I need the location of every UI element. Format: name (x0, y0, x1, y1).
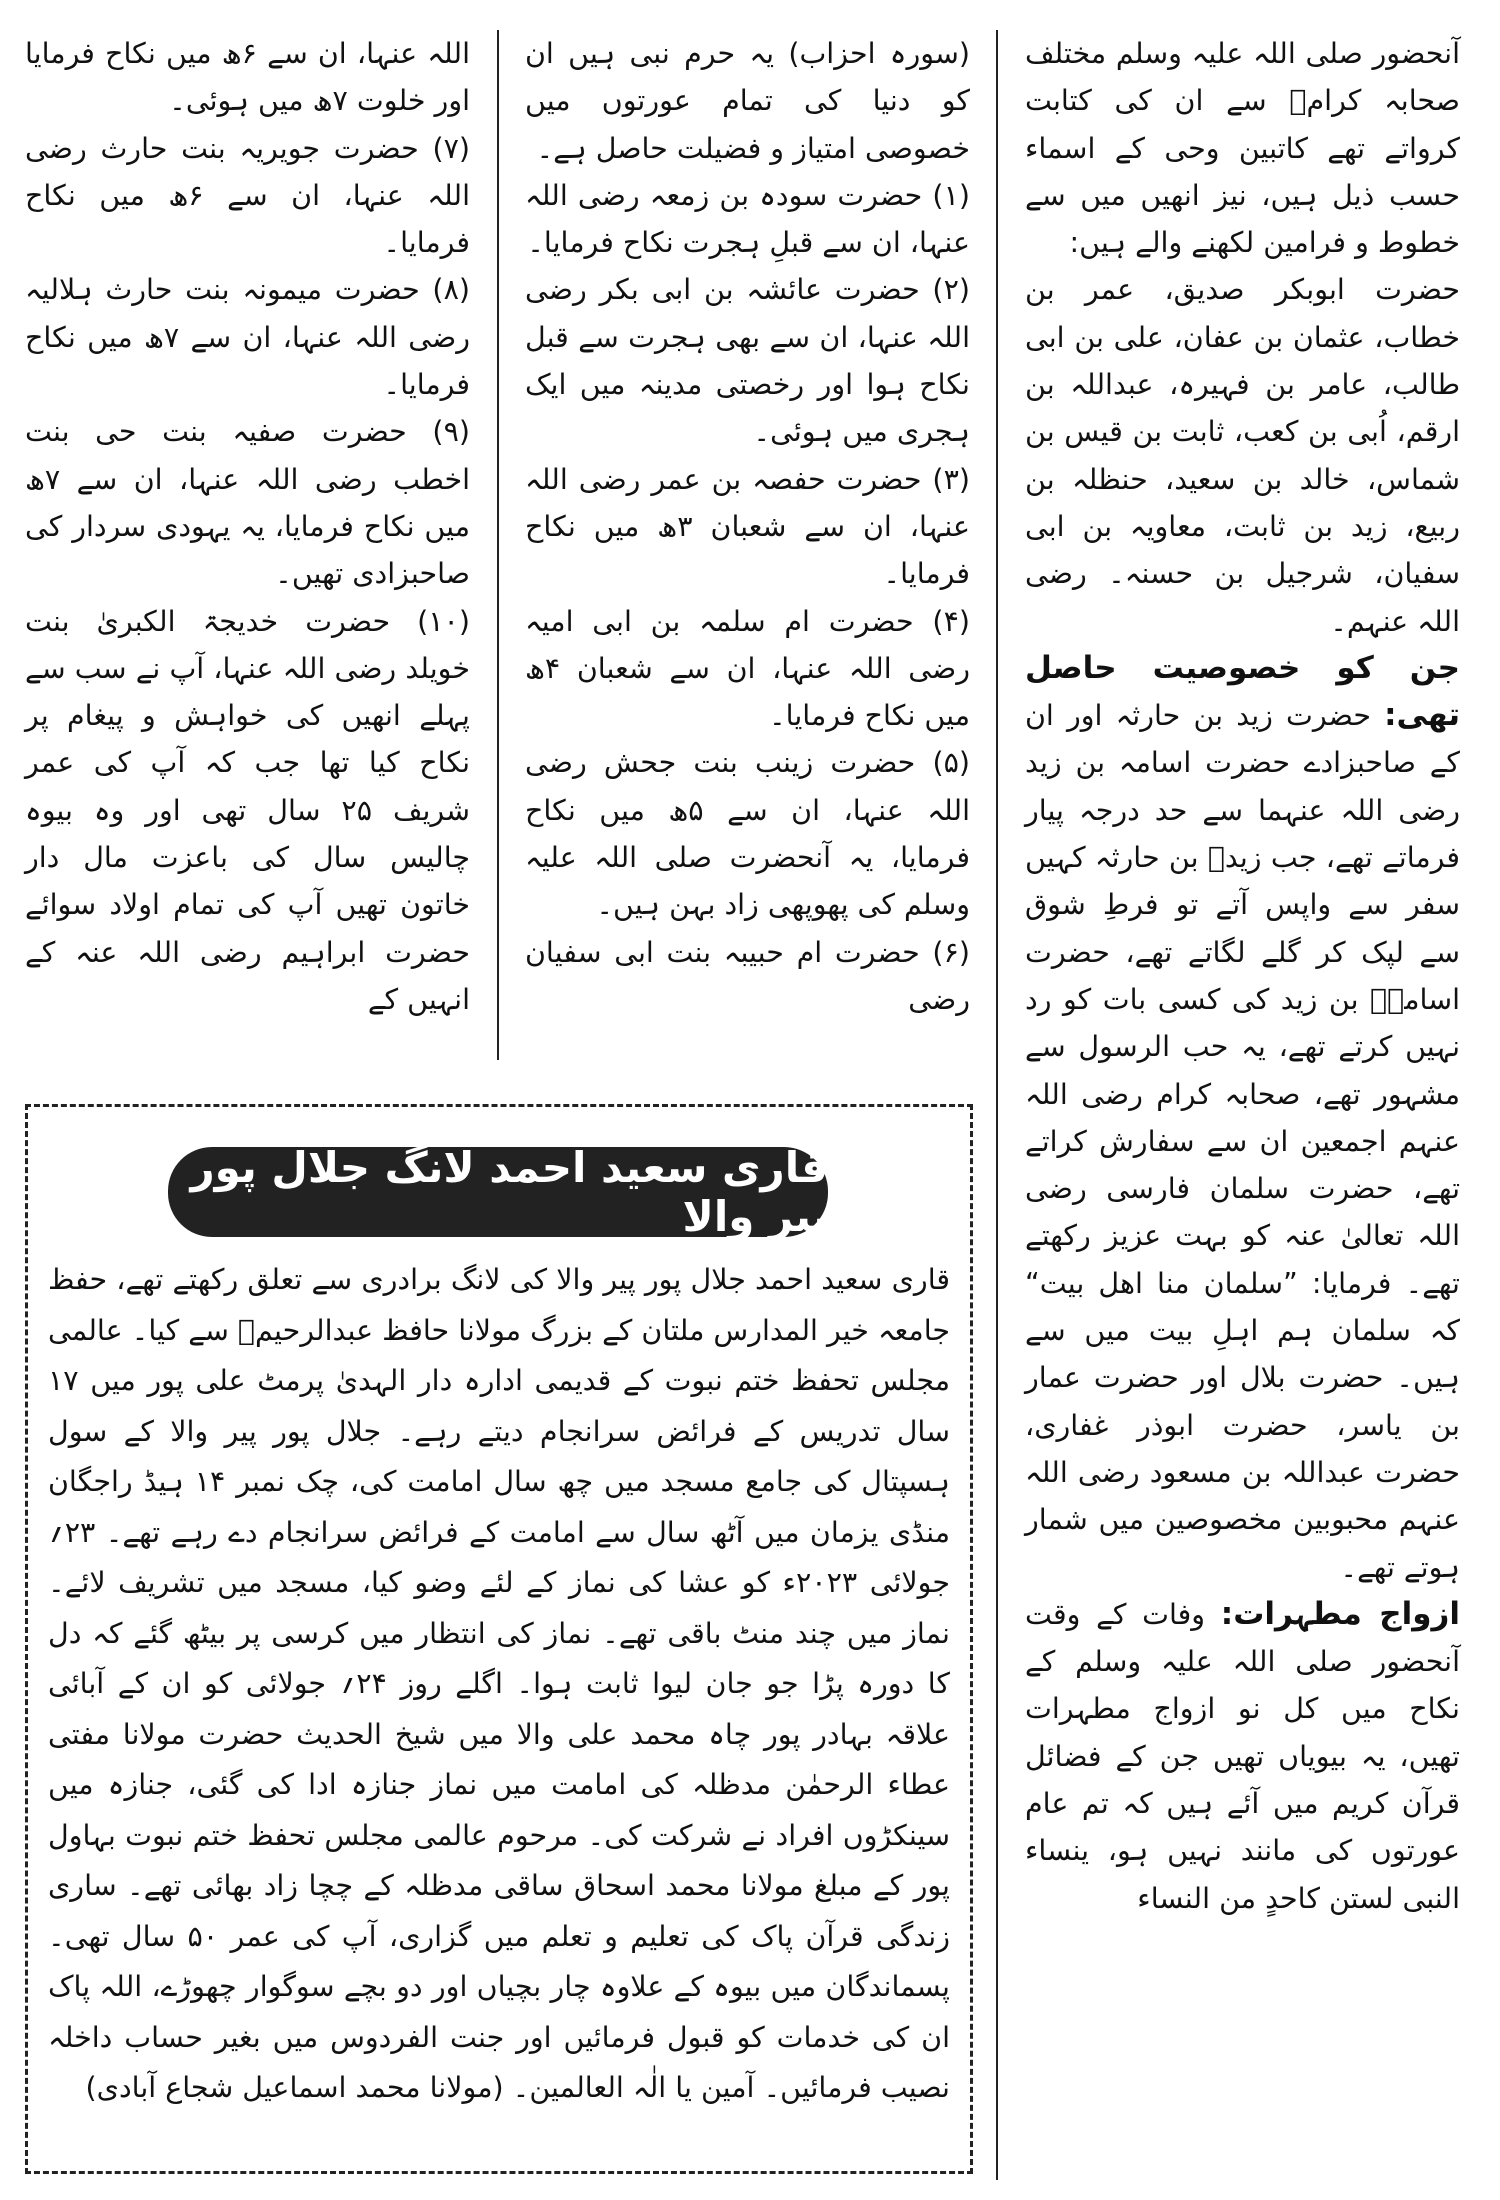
middle-column (525, 30, 970, 1023)
obituary-text: قاری سعید احمد جلال پور پیر والا کی لانگ برادری سے تعلق رکھتے تھے، حفظ جامعہ خیر المدارس ملتان کے بزرگ مولانا حافظ عبدالرحیمؒ سے کیا۔ عالمی مجلس تحفظ ختم نبوت کے قدیمی ادارہ دار الہدیٰ پرمٹ علی پور میں ۱۷ سال تدریس کے فرائض سرانجام دیتے رہے۔ جلال پور پیر والا کے سول ہسپتال کی جامع مسجد میں چھ سال امامت کی، چک نمبر ۱۴ ہیڈ راجگان منڈی یزمان میں آٹھ سال سے امامت کے فرائض سرانجام دے رہے تھے۔ ۲۳؍ جولائی ۲۰۲۳ء کو عشا کی نماز کے لئے وضو کیا، مسجد میں تشریف لائے۔ نماز میں چند منٹ باقی تھے۔ نماز کی انتظار میں کرسی پر بیٹھ گئے کہ دل کا دورہ پڑا جو جان لیوا ثابت ہوا۔ اگلے روز ۲۴؍ جولائی کو ان کے آبائی علاقہ بہادر پور چاہ محمد علی والا میں شیخ الحدیث حضرت مولانا مفتی عطاء الرحمٰن مدظلہ کی امامت میں نماز جنازہ ادا کی گئی، جنازہ میں سینکڑوں افراد نے شرکت کی۔ مرحوم عالمی مجلس تحفظ ختم نبوت بہاول پور کے مبلغ مولانا محمد اسحاق ساقی مدظلہ کے چچا زاد بھائی تھے۔ ساری زندگی قرآن پاک کی تعلیم و تعلم میں گزاری، آپ کی عمر ۵۰ سال تھی۔ پسماندگان میں بیوہ کے علاوہ چار بچیاں اور دو بچے سوگوار چھوڑے، اللہ پاک ان کی خدمات کو قبول فرمائیں اور جنت الفردوس میں بغیر حساب داخلہ نصیب فرمائیں۔ آمین یا الٰہ العالمین۔ (مولانا محمد اسماعیل شجاع آبادی) (48, 1263, 951, 2104)
wife-item: (۵) حضرت زینب بنت جحش رضی اللہ عنہا، ان سے ۵ھ میں نکاح فرمایا، یہ آنحضرت صلی اللہ علیہ وسلم کی پھوپھی زاد بہن ہیں۔ (525, 746, 970, 922)
wife-item: (۳) حضرت حفصہ بن عمر رضی اللہ عنہا، ان سے شعبان ۳ھ میں نکاح فرمایا۔ (525, 462, 970, 591)
scribes-list: حضرت ابوبکر صدیق، عمر بن خطاب، عثمان بن عفان، علی بن ابی طالب، عامر بن فہیرہ، عبداللہ بن ارقم، اُبی بن کعب، ثابت بن قیس بن شماس، خالد بن سعید، حنظلہ بن ربیع، زید بن ثابت، معاویہ بن ابی سفیان، شرجیل بن حسنہ۔ رضی اللہ عنہم۔ (1025, 273, 1460, 638)
left-column (25, 30, 470, 1023)
column-divider-left (497, 30, 499, 1060)
azwaj-heading: ازواج مطہرات: (1220, 1595, 1460, 1632)
azwaj-paragraph (1025, 1591, 1460, 1922)
azwaj-text: وفات کے وقت آنحضور صلی اللہ علیہ وسلم کے نکاح میں کل نو ازواج مطہرات تھیں، یہ بیویاں تھیں جن کے فضائل قرآن کریم میں آئے ہیں کہ تم عام عورتوں کی مانند نہیں ہو، ینساء النبی لستن کاحدٍ من النساء (1025, 1597, 1460, 1915)
right-column (1025, 30, 1460, 1922)
wife-item: (۷) حضرت جویریہ بنت حارث رضی اللہ عنہا، ان سے ۶ھ میں نکاح فرمایا۔ (25, 131, 470, 260)
scribes-intro: آنحضور صلی اللہ علیہ وسلم مختلف صحابہ کرامؓ سے ان کی کتابت کرواتے تھے کاتبین وحی کے اسماء حسب ذیل ہیں، نیز انھیں میں سے خطوط و فرامین لکھنے والے ہیں: (1025, 37, 1460, 260)
column-divider-right (996, 30, 998, 2180)
khasoosiyat-text: حضرت زید بن حارثہ اور ان کے صاحبزادے حضرت اسامہ بن زید رضی اللہ عنہما سے حد درجہ پیار فرماتے تھے، جب زیدؓ بن حارثہ کہیں سفر سے واپس آتے تو فرطِ شوق سے لپک کر گلے لگاتے تھے، حضرت اسامہؓ بن زید کی کسی بات کو رد نہیں کرتے تھے، یہ حب الرسول سے مشہور تھے، صحابہ کرام رضی اللہ عنہم اجمعین ان سے سفارش کراتے تھے، حضرت سلمان فارسی رضی اللہ تعالیٰ عنہ کو بہت عزیز رکھتے تھے۔ فرمایا: ”سلمان منا اھل بیت“ کہ سلمان ہم اہلِ بیت میں سے ہیں۔ حضرت بلال اور حضرت عمار بن یاسر، حضرت ابوذر غفاری، حضرت عبداللہ بن مسعود رضی اللہ عنہم محبوبین مخصوصین میں شمار ہوتے تھے۔ (1025, 699, 1460, 1584)
obituary-body (48, 1255, 950, 2114)
wife-item: (۴) حضرت ام سلمہ بن ابی امیہ رضی اللہ عنہا، ان سے شعبان ۴ھ میں نکاح فرمایا۔ (525, 604, 970, 733)
wife-item: (۶) حضرت ام حبیبہ بنت ابی سفیان رضی (525, 935, 970, 1016)
wife-item: (۸) حضرت میمونہ بنت حارث ہلالیہ رضی اللہ عنہا، ان سے ۷ھ میں نکاح فرمایا۔ (25, 273, 470, 402)
wife-item: (۱۰) حضرت خدیجۃ الکبریٰ بنت خویلد رضی اللہ عنہا، آپ نے سب سے پہلے انھیں کی خواہش و پیغام پر نکاح کیا تھا جب کہ آپ کی عمر شریف ۲۵ سال تھی اور وہ بیوہ چالیس سال کی باعزت مال دار خاتون تھیں آپ کی تمام اولاد سوائے حضرت ابراہیم رضی اللہ عنہ کے انہیں کے (25, 604, 470, 1016)
khasoosiyat-paragraph (1025, 645, 1460, 1591)
wife-item: (۱) حضرت سودہ بن زمعہ رضی اللہ عنہا، ان سے قبلِ ہجرت نکاح فرمایا۔ (525, 178, 970, 260)
wives-intro: (سورہ احزاب) یہ حرم نبی ہیں ان کو دنیا کی تمام عورتوں میں خصوصی امتیاز و فضیلت حاصل ہے۔ (525, 37, 970, 165)
wives-continued: اللہ عنہا، ان سے ۶ھ میں نکاح فرمایا اور خلوت ۷ھ میں ہوئی۔ (25, 37, 470, 118)
khasoosiyat-heading: جن کو خصوصیت حاصل تھی: (1025, 649, 1460, 734)
obituary-title: قاری سعید احمد لانگ جلال پور پیر والا (168, 1147, 828, 1237)
wife-item: (۲) حضرت عائشہ بن ابی بکر رضی اللہ عنہا، ان سے بھی ہجرت سے قبل نکاح ہوا اور رخصتی مدینہ میں ایک ہجری میں ہوئی۔ (525, 273, 970, 449)
wife-item: (۹) حضرت صفیہ بنت حی بنت اخطب رضی اللہ عنہا، ان سے ۷ھ میں نکاح فرمایا، یہ یہودی سردار کی صاحبزادی تھیں۔ (25, 415, 470, 591)
